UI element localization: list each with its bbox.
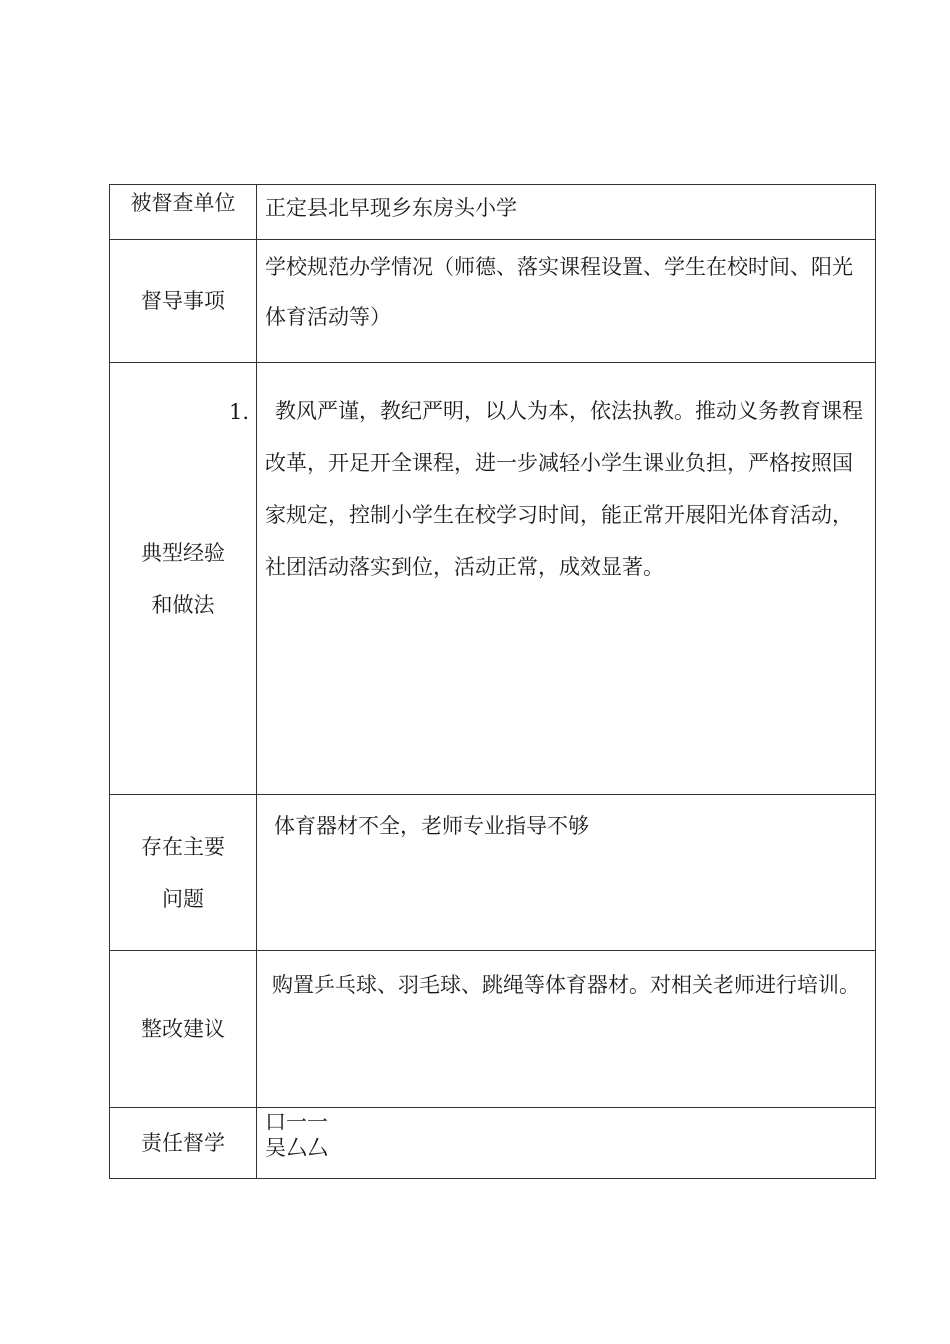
value-supervision-items: 学校规范办学情况（师德、落实课程设置、学生在校时间、阳光体育活动等） [265, 255, 853, 329]
table-row [110, 240, 876, 363]
label-cell-rectification-advice [110, 951, 257, 1108]
value-rectification-advice: 购置乒乓球、羽毛球、跳绳等体育器材。对相关老师进行培训。 [272, 973, 860, 997]
label-cell-supervision-items [110, 240, 257, 363]
value-cell-typical-experience [257, 363, 876, 795]
label-main-problems-line1: 存在主要 [141, 834, 225, 859]
table-row [110, 185, 876, 240]
label-cell-main-problems [110, 795, 257, 951]
label-cell-typical-experience [110, 363, 257, 795]
value-responsible-supervisor-line1: 口一一 [265, 1110, 328, 1134]
value-cell-main-problems [257, 795, 876, 951]
table-row [110, 795, 876, 951]
label-typical-experience-line2: 和做法 [151, 592, 215, 617]
value-cell-rectification-advice [257, 951, 876, 1108]
value-cell-supervision-items [257, 240, 876, 363]
value-main-problems: 体育器材不全，老师专业指导不够 [274, 814, 589, 838]
label-supervised-unit: 被督查单位 [130, 191, 236, 215]
label-supervision-items: 督导事项 [141, 289, 225, 313]
label-cell-responsible-supervisor [110, 1108, 257, 1179]
table-row [110, 1108, 876, 1179]
label-rectification-advice: 整改建议 [141, 1017, 225, 1041]
value-responsible-supervisor-line2: 吴厶厶 [265, 1136, 328, 1160]
label-typical-experience-line1: 典型经验 [141, 540, 225, 565]
value-cell-supervised-unit [257, 185, 876, 240]
label-cell-supervised-unit [110, 185, 257, 240]
supervision-report-table [109, 184, 876, 1179]
table-row [110, 951, 876, 1108]
value-cell-responsible-supervisor [257, 1108, 876, 1179]
value-supervised-unit: 正定县北早现乡东房头小学 [265, 196, 517, 220]
item-number: 1. [229, 400, 250, 424]
value-typical-experience: 教风严谨，教纪严明，以人为本，依法执教。推动义务教育课程改革，开足开全课程，进一步减轻小学生课业负担，严格按照国家规定，控制小学生在校学习时间，能正常开展阳光体育活动，社团活动落实到位，活动正常，成效显著。 [265, 399, 863, 579]
label-main-problems-line2: 问题 [162, 886, 204, 911]
table-row [110, 363, 876, 795]
label-responsible-supervisor: 责任督学 [141, 1131, 225, 1155]
